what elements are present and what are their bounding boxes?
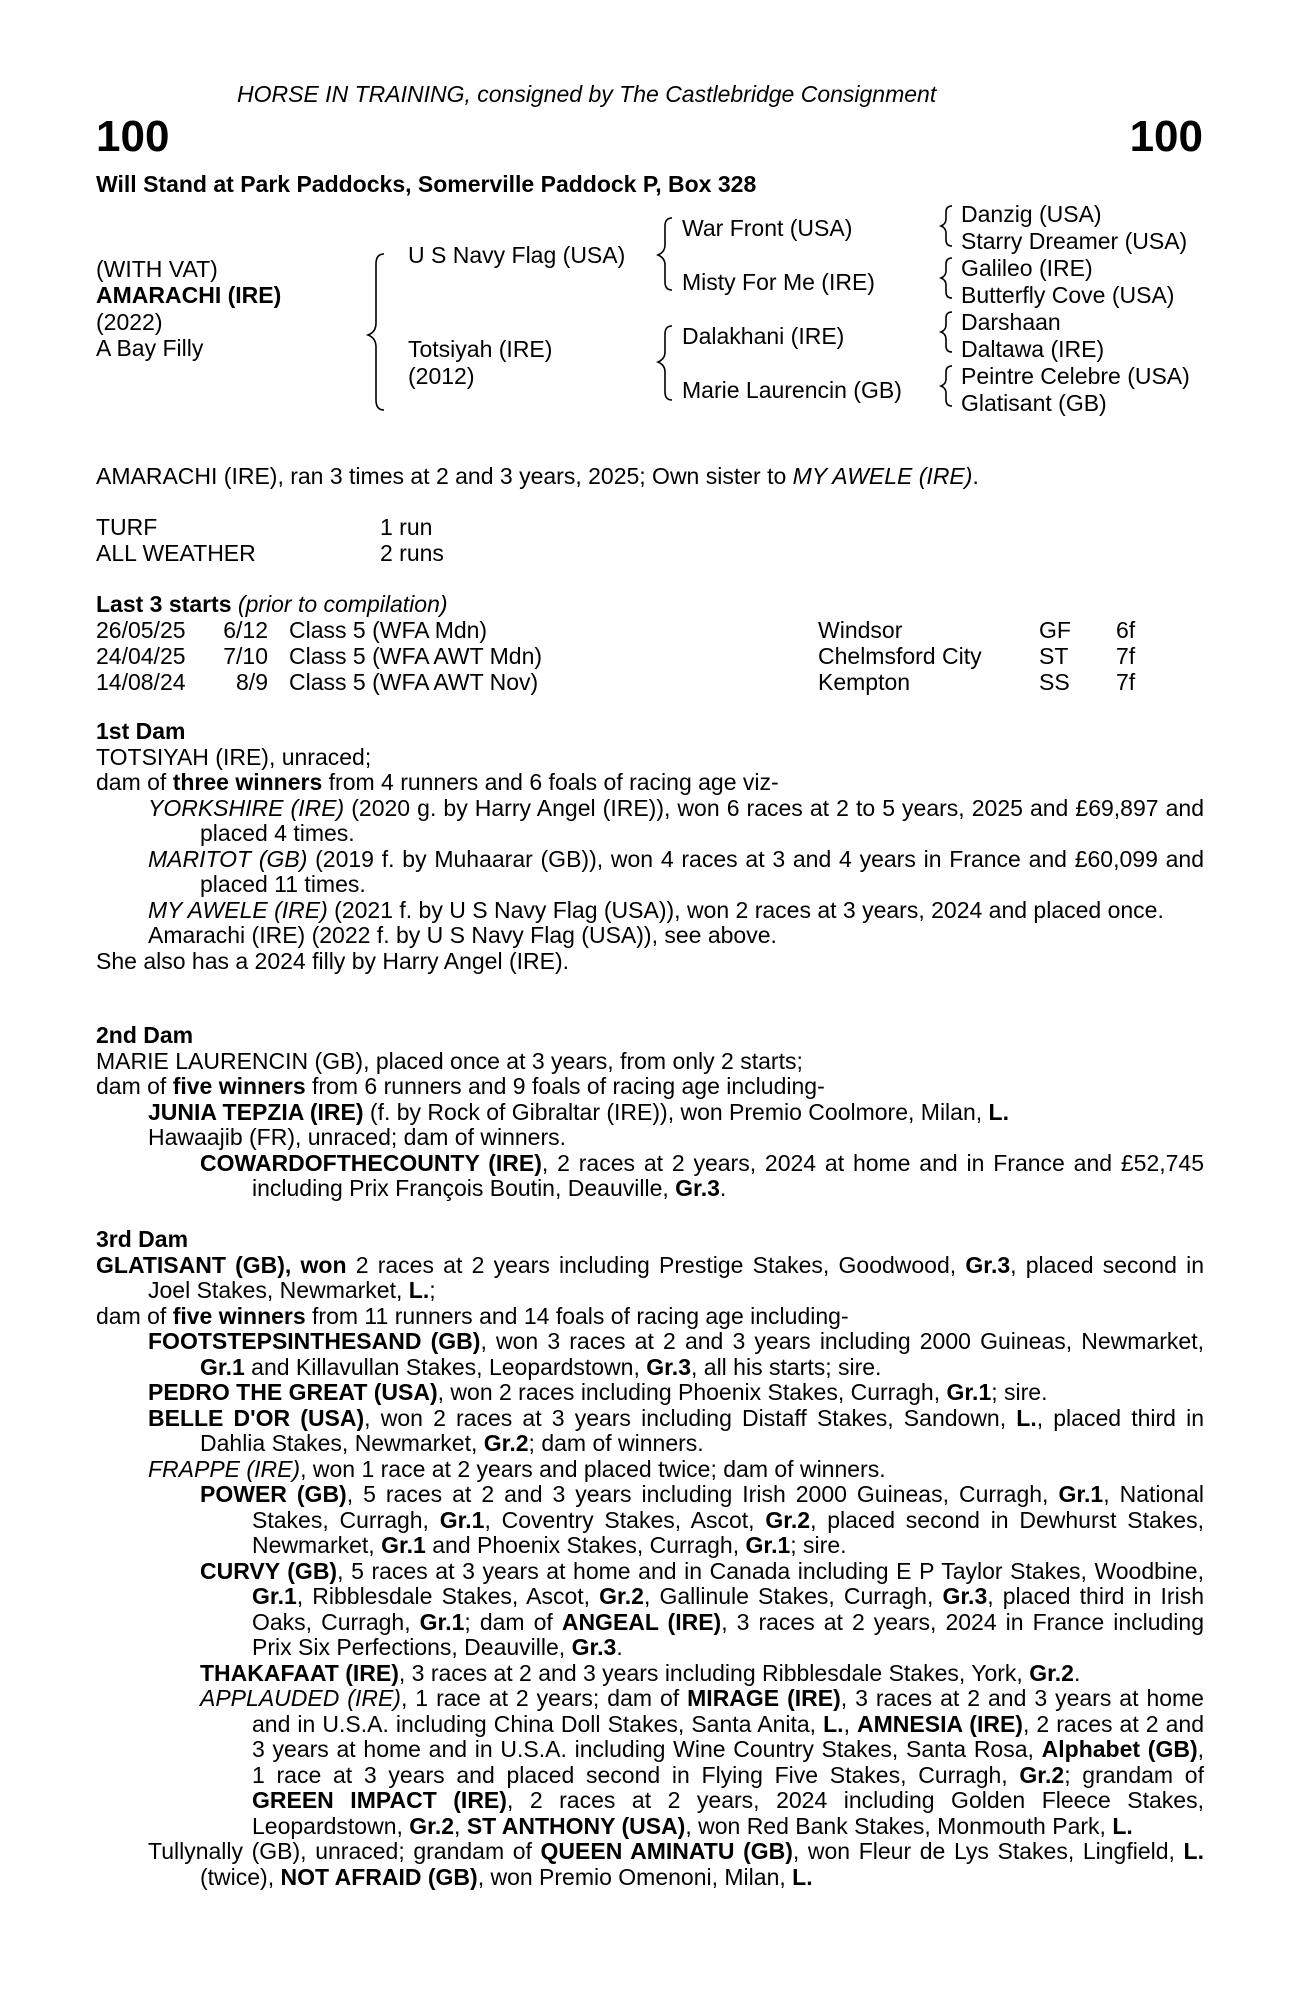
race-grade: L.	[792, 1863, 813, 1890]
pedigree-dam: Totsiyah (IRE)	[408, 336, 553, 362]
text: , won 2 races including Phoenix Stakes, Curragh,	[437, 1379, 947, 1405]
text: from 11 runners and 14 foals of racing age including-	[305, 1302, 849, 1329]
text: dam of	[96, 1073, 173, 1099]
grand-produce-entry	[96, 1482, 1204, 1559]
race-grade: L.	[823, 1710, 844, 1737]
text: , won 3 races at 2 and 3 years including 2000 Guineas, Newmarket,	[480, 1328, 1204, 1354]
text: ; dam of winners.	[528, 1430, 704, 1456]
race-grade: Gr.2	[409, 1812, 455, 1839]
pedigree-sire-dam: Misty For Me (IRE)	[682, 269, 875, 295]
race-grade: Gr.2	[1029, 1659, 1074, 1686]
race-grade: Gr.1	[252, 1583, 297, 1609]
dam-produce-line	[96, 1074, 1204, 1100]
produce-detail: , 2 races at 2 years, 2024 at home and in France and £52,745 including Prix François Boutin, Deauville,	[252, 1149, 1205, 1201]
text: ;	[429, 1277, 436, 1303]
produce-entry	[96, 1151, 1204, 1202]
lot-number-left: 100	[96, 112, 170, 161]
start-date: 24/04/25	[96, 643, 186, 669]
produce-entry	[96, 1406, 1204, 1457]
produce-entry	[96, 1457, 1204, 1483]
race-grade: Gr.3	[942, 1583, 988, 1609]
text: , won Fleur de Lys Stakes, Lingfield,	[792, 1838, 1184, 1864]
produce-name: COWARDOFTHECOUNTY (IRE)	[200, 1149, 542, 1176]
pedigree-sire: U S Navy Flag (USA)	[408, 242, 626, 268]
dam-line	[96, 1253, 1204, 1304]
start-class: Class 5 (WFA AWT Mdn)	[289, 643, 543, 669]
pedigree-gg2: Starry Dreamer (USA)	[961, 228, 1188, 254]
start-date: 14/08/24	[96, 669, 186, 695]
text: , 1 race at 2 years; dam of	[400, 1685, 688, 1711]
race-grade: L.	[1112, 1812, 1133, 1839]
vat-label: (WITH VAT)	[96, 256, 218, 282]
grand-produce-entry	[96, 1686, 1204, 1839]
surface-aw-runs: 2 runs	[380, 540, 444, 566]
text: , Gallinule Stakes, Curragh,	[643, 1583, 943, 1609]
produce-entry	[96, 1329, 1204, 1380]
produce-name: JUNIA TEPZIA (IRE)	[148, 1098, 364, 1125]
text: , 5 races at 3 years at home and in Canada including E P Taylor Stakes, Woodbine,	[337, 1557, 1204, 1584]
summary-text: AMARACHI (IRE), ran 3 times at 2 and 3 years, 2025; Own sister to	[96, 463, 793, 489]
race-grade: L.	[408, 1277, 430, 1303]
horse-description: A Bay Filly	[96, 335, 204, 361]
race-grade: Gr.3	[646, 1353, 691, 1380]
stand-location: Will Stand at Park Paddocks, Somerville Paddock P, Box 328	[96, 171, 757, 197]
text: , Coventry Stakes, Ascot,	[484, 1506, 766, 1533]
text: .	[616, 1634, 623, 1660]
produce-name: PEDRO THE GREAT (USA)	[148, 1379, 438, 1405]
produce-name: FRAPPE (IRE)	[148, 1455, 301, 1482]
text: , 3 races at 2 years, 2024 in France including Prix Six Perfections, Deauville,	[252, 1608, 1204, 1660]
start-distance: 6f	[1116, 617, 1136, 643]
produce-name: MARITOT (GB)	[148, 845, 308, 872]
produce-name: ANGEAL (IRE)	[561, 1608, 722, 1635]
text: and Killavullan Stakes, Leopardstown,	[244, 1353, 647, 1380]
text: from 4 runners and 6 foals of racing age viz-	[322, 769, 779, 795]
text: (twice),	[200, 1863, 281, 1890]
text: from 6 runners and 9 foals of racing age including-	[305, 1073, 825, 1099]
text: , won Premio Omenoni, Milan,	[477, 1863, 793, 1890]
pedigree-gg7: Peintre Celebre (USA)	[961, 363, 1190, 389]
text: , won 1 race at 2 years and placed twice; dam of winners.	[300, 1455, 886, 1482]
text: Tullynally (GB), unraced; grandam of	[148, 1838, 541, 1864]
produce-detail: (2021 f. by U S Navy Flag (USA)), won 2 races at 3 years, 2024 and placed once.	[327, 896, 1164, 923]
pedigree-gg5: Darshaan	[961, 309, 1061, 335]
produce-name: QUEEN AMINATU (GB)	[540, 1838, 793, 1864]
produce-detail: (2020 g. by Harry Angel (IRE)), won 6 races at 2 to 5 years, 2025 and £69,897 and placed 4 times.	[200, 794, 1204, 846]
race-grade: Gr.1	[1058, 1481, 1104, 1507]
section-title: 3rd Dam	[96, 1226, 189, 1252]
produce-name: APPLAUDED (IRE)	[200, 1685, 401, 1711]
start-going: SS	[1039, 669, 1070, 695]
start-class: Class 5 (WFA Mdn)	[289, 617, 488, 643]
produce-entry: Amarachi (IRE) (2022 f. by U S Navy Flag (USA)), see above.	[148, 922, 777, 948]
race-grade: Gr.1	[419, 1608, 465, 1635]
produce-entry	[96, 1839, 1204, 1890]
start-distance: 7f	[1116, 643, 1136, 669]
surface-aw-label: ALL WEATHER	[96, 540, 256, 566]
text: , 3 races at 2 and 3 years including Ribblesdale Stakes, York,	[398, 1659, 1030, 1686]
race-grade: Gr.1	[381, 1532, 426, 1558]
section-title: 2nd Dam	[96, 1022, 194, 1048]
text: , won Red Bank Stakes, Monmouth Park,	[685, 1812, 1113, 1839]
summary-sibling: MY AWELE (IRE)	[792, 463, 973, 489]
second-dam-section	[96, 1023, 1204, 1202]
pedigree-dam-sire: Dalakhani (IRE)	[682, 323, 845, 349]
text: dam of	[96, 1302, 173, 1329]
text: ,	[843, 1710, 858, 1737]
start-position: 7/10	[223, 643, 268, 669]
text: .	[1073, 1659, 1081, 1686]
produce-detail: (2019 f. by Muhaarar (GB)), won 4 races at 3 and 4 years in France and £60,099 and placed 11 times.	[200, 845, 1205, 897]
pedigree-gg6: Daltawa (IRE)	[961, 336, 1105, 362]
dam-name: GLATISANT (GB), won	[96, 1251, 347, 1278]
produce-name: GREEN IMPACT (IRE)	[252, 1787, 507, 1813]
race-grade: Gr.3	[965, 1251, 1011, 1278]
race-grade: Gr.1	[946, 1379, 992, 1405]
text: , placed third in Dahlia Stakes, Newmarket,	[200, 1404, 1204, 1456]
pedigree-gg4: Butterfly Cove (USA)	[961, 282, 1175, 308]
last-starts-note: (prior to compilation)	[237, 591, 448, 617]
race-grade: Gr.2	[599, 1583, 644, 1609]
first-dam-section	[96, 719, 1204, 974]
section-title: 1st Dam	[96, 718, 186, 744]
text: and Phoenix Stakes, Curragh,	[425, 1532, 746, 1558]
text: , 3 races at 2 and 3 years at home and in U.S.A. including China Doll Stakes, Santa Anita,	[252, 1685, 1204, 1737]
race-grade: Gr.1	[745, 1532, 791, 1558]
start-course: Chelmsford City	[818, 643, 982, 669]
pedigree-gg8: Glatisant (GB)	[961, 390, 1107, 416]
text: 2 races at 2 years including Prestige Stakes, Goodwood,	[346, 1251, 966, 1278]
text: ; sire.	[790, 1532, 847, 1558]
produce-name: FOOTSTEPSINTHESAND (GB)	[148, 1328, 481, 1354]
text: , placed second in Joel Stakes, Newmarket,	[148, 1251, 1205, 1303]
text: ,	[454, 1812, 467, 1839]
text: , won 2 races at 3 years including Distaff Stakes, Sandown,	[364, 1404, 1017, 1431]
produce-detail: (f. by Rock of Gibraltar (IRE)), won Premio Coolmore, Milan,	[363, 1098, 989, 1125]
grand-produce-entry	[96, 1559, 1204, 1661]
produce-entry: Hawaajib (FR), unraced; dam of winners.	[148, 1124, 566, 1150]
produce-name: MIRAGE (IRE)	[687, 1685, 841, 1711]
surface-turf-label: TURF	[96, 514, 158, 540]
text: ; grandam of	[1064, 1761, 1204, 1788]
race-grade: Gr.2	[483, 1430, 529, 1456]
start-going: ST	[1039, 643, 1069, 669]
race-grade: Gr.2	[1019, 1761, 1065, 1788]
produce-entry	[96, 1380, 1204, 1406]
produce-name: THAKAFAAT (IRE)	[200, 1659, 399, 1686]
start-date: 26/05/25	[96, 617, 186, 643]
winners-count: five winners	[172, 1073, 306, 1099]
start-position: 8/9	[236, 669, 268, 695]
produce-entry	[96, 1100, 1204, 1126]
horse-year: (2022)	[96, 309, 163, 335]
summary-end: .	[972, 463, 979, 489]
text: , 1 race at 3 years and placed second in Flying Five Stakes, Curragh,	[252, 1736, 1204, 1788]
start-course: Windsor	[818, 617, 903, 643]
race-grade: Gr.3	[675, 1175, 720, 1201]
pedigree-gg3: Galileo (IRE)	[961, 255, 1093, 281]
dam-line: MARIE LAURENCIN (GB), placed once at 3 years, from only 2 starts;	[96, 1047, 803, 1074]
race-grade: L.	[1183, 1838, 1204, 1864]
lot-number-right: 100	[1129, 112, 1203, 161]
dam-produce-line	[96, 770, 1204, 796]
pedigree-sire-sire: War Front (USA)	[682, 215, 853, 241]
text: ; sire.	[991, 1379, 1048, 1405]
start-course: Kempton	[818, 669, 911, 695]
dam-line: TOTSIYAH (IRE), unraced;	[96, 743, 372, 770]
text: ; dam of	[464, 1608, 562, 1635]
start-position: 6/12	[223, 617, 268, 643]
surface-turf-runs: 1 run	[380, 514, 433, 540]
text: , all his starts; sire.	[691, 1353, 882, 1380]
text: , placed third in Irish Oaks, Curragh,	[252, 1583, 1204, 1635]
produce-entry	[96, 847, 1204, 898]
dam-note: She also has a 2024 filly by Harry Angel (IRE).	[96, 947, 570, 974]
last-starts-title: Last 3 starts	[96, 591, 232, 617]
produce-name: BELLE D'OR (USA)	[148, 1404, 365, 1431]
race-grade: Gr.1	[200, 1353, 245, 1380]
consignment-line: HORSE IN TRAINING, consigned by The Castlebridge Consignment	[237, 81, 937, 107]
race-grade: Gr.1	[439, 1506, 485, 1533]
pedigree-dam-dam: Marie Laurencin (GB)	[682, 377, 902, 403]
produce-entry	[96, 796, 1204, 847]
produce-name: CURVY (GB)	[200, 1557, 338, 1584]
race-grade: L.	[988, 1098, 1009, 1125]
pedigree-dam-year: (2012)	[408, 363, 475, 389]
produce-name: ST ANTHONY (USA)	[466, 1812, 686, 1839]
produce-name: AMNESIA (IRE)	[857, 1710, 1023, 1737]
race-grade: L.	[1016, 1404, 1037, 1431]
winners-count: three winners	[172, 769, 323, 795]
last-starts-heading	[96, 592, 448, 618]
text: , 2 races at 2 years, 2024 including Golden Fleece Stakes, Leopardstown,	[252, 1787, 1204, 1839]
produce-name: MY AWELE (IRE)	[148, 896, 328, 923]
start-class: Class 5 (WFA AWT Nov)	[289, 669, 539, 695]
produce-name: Alphabet (GB)	[1041, 1736, 1198, 1762]
race-summary	[96, 464, 979, 490]
third-dam-section	[96, 1227, 1204, 1890]
start-going: GF	[1039, 617, 1071, 643]
produce-name: YORKSHIRE (IRE)	[148, 794, 345, 821]
text: , 5 races at 2 and 3 years including Irish 2000 Guineas, Curragh,	[346, 1481, 1059, 1507]
text: .	[719, 1175, 727, 1201]
horse-name: AMARACHI (IRE)	[96, 282, 282, 308]
race-grade: Gr.2	[765, 1506, 811, 1533]
text: , Ribblesdale Stakes, Ascot,	[296, 1583, 600, 1609]
pedigree-gg1: Danzig (USA)	[961, 201, 1102, 227]
text: , National Stakes, Curragh,	[252, 1481, 1204, 1533]
race-grade: Gr.3	[571, 1634, 617, 1660]
produce-name: NOT AFRAID (GB)	[280, 1863, 478, 1890]
produce-entry	[96, 898, 1204, 924]
grand-produce-entry	[96, 1661, 1204, 1687]
dam-produce-line	[96, 1304, 1204, 1330]
text: dam of	[96, 769, 173, 795]
winners-count: five winners	[172, 1302, 306, 1329]
text: , placed second in Dewhurst Stakes, Newmarket,	[252, 1506, 1204, 1558]
text: , 2 races at 2 and 3 years at home and in U.S.A. including Wine Country Stakes, Santa Rosa,	[252, 1710, 1205, 1762]
produce-name: POWER (GB)	[200, 1481, 347, 1507]
start-distance: 7f	[1116, 669, 1136, 695]
